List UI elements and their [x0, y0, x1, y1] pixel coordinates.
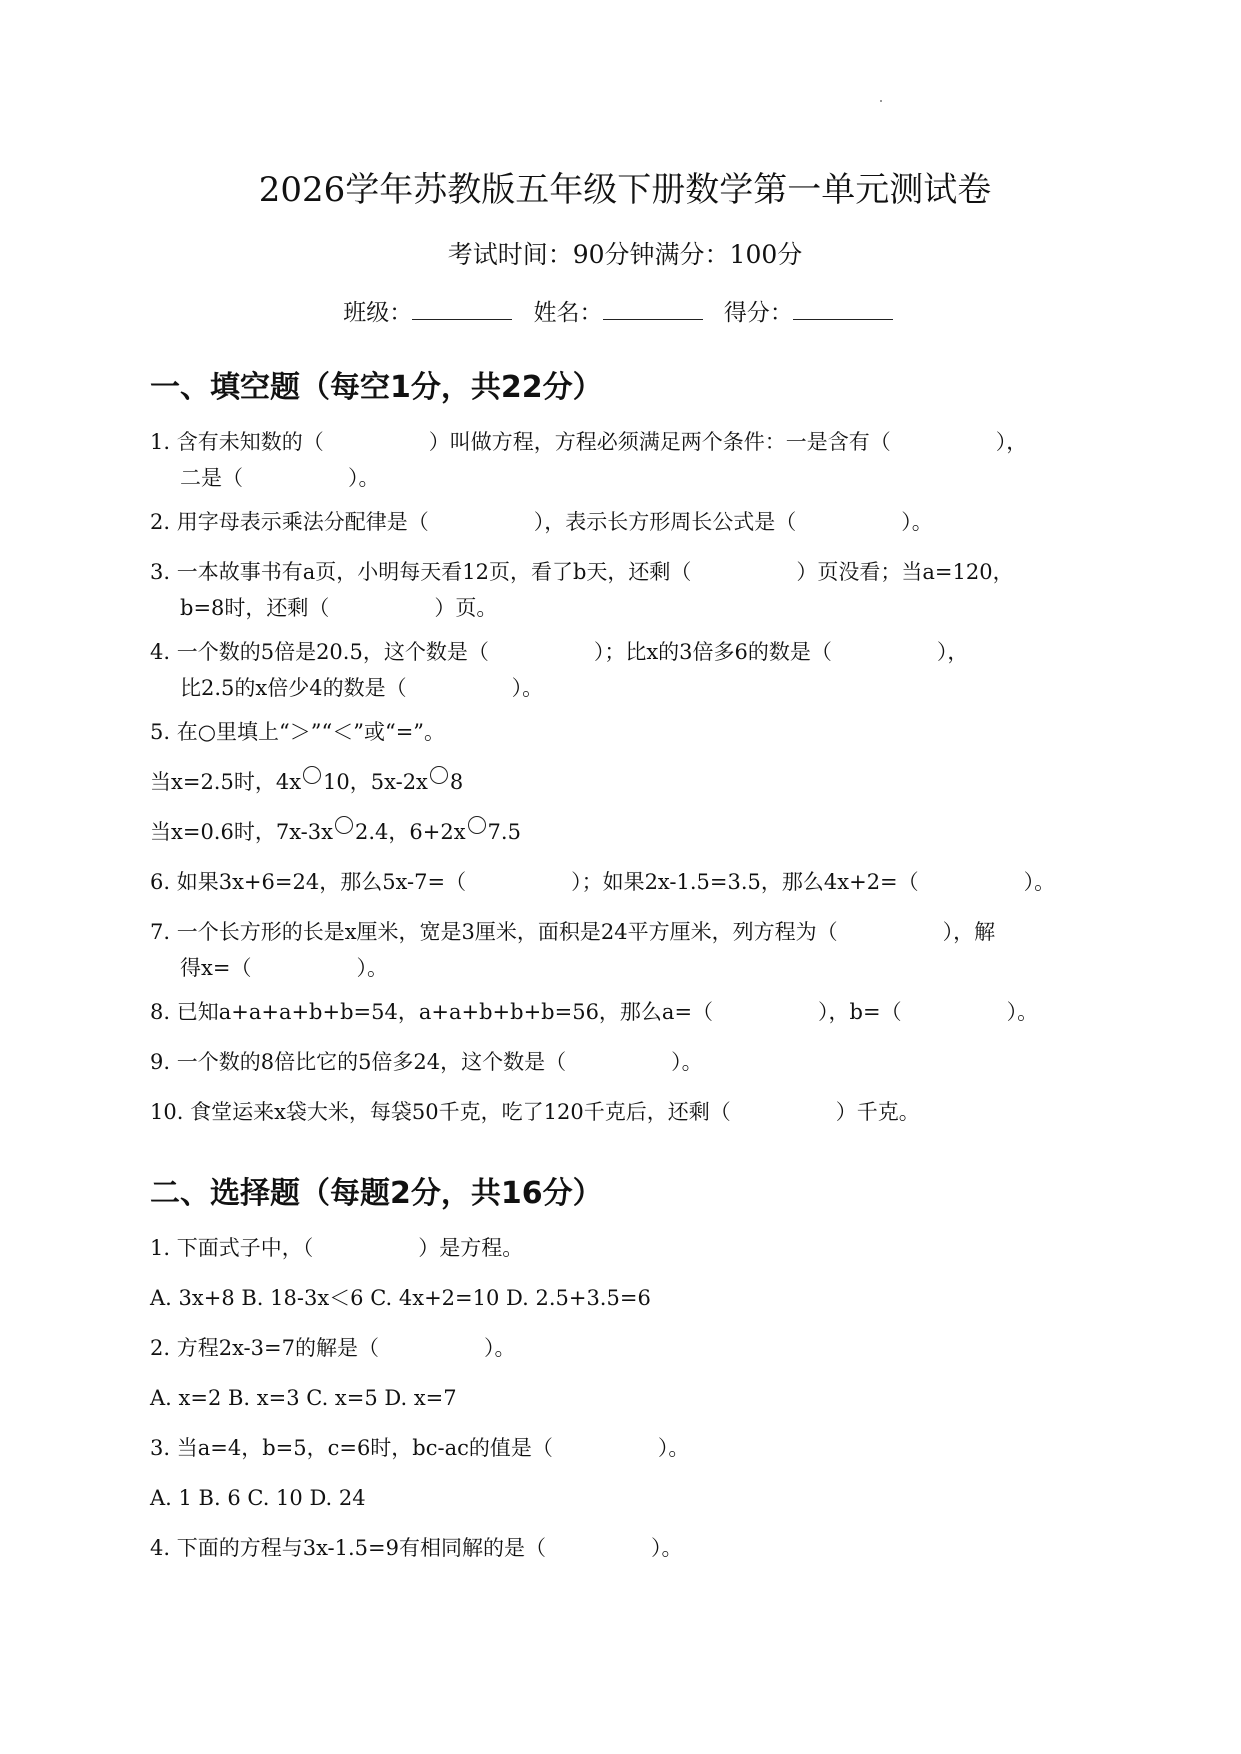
page-title: 2026学年苏教版五年级下册数学第一单元测试卷 [258, 170, 992, 210]
compare-circle-icon[interactable] [430, 766, 448, 784]
fill-question-3-line2: b=8时，还剩（ ）页。 [180, 596, 498, 620]
fill-question-5-row2 [150, 814, 1100, 850]
choice-question-3-options: A. 1 B. 6 C. 10 D. 24 [150, 1486, 366, 1510]
fill-question-3 [150, 554, 1100, 626]
compare-circle-icon[interactable] [335, 816, 353, 834]
fill-question-3-line1: 3. 一本故事书有a页，小明每天看12页，看了b天，还剩（ ）页没看；当a=120， [150, 560, 1014, 584]
exam-subtitle: 考试时间：90分钟满分：100分 [447, 240, 803, 269]
section-choice-heading: 二、选择题（每题2分，共16分） [150, 1176, 603, 1211]
fill-question-6: 6. 如果3x+6=24，那么5x-7=（ ）；如果2x-1.5=3.5，那么4x+2=（ ）。 [150, 870, 1056, 894]
choice-question-3: 3. 当a=4，b=5，c=6时，bc-ac的值是（ ）。 [150, 1436, 690, 1460]
fill-question-5-row1 [150, 764, 1100, 800]
fill-question-4-line1: 4. 一个数的5倍是20.5，这个数是（ ）；比x的3倍多6的数是（ ）， [150, 640, 969, 664]
class-blank[interactable] [412, 297, 512, 320]
fill-question-8: 8. 已知a+a+a+b+b=54，a+a+b+b+b=56，那么a=（ ），b=（ ）。 [150, 1000, 1039, 1024]
fill-question-2: 2. 用字母表示乘法分配律是（ ），表示长方形周长公式是（ ）。 [150, 510, 933, 534]
fill-question-7 [150, 914, 1100, 986]
q5-row1-part2: 10，5x-2x [323, 770, 428, 794]
fill-question-1-line2: 二是（ ）。 [180, 466, 380, 490]
score-blank[interactable] [793, 297, 893, 320]
q5-row1-part3: 8 [449, 770, 464, 794]
choice-question-1-options: A. 3x+8 B. 18-3x＜6 C. 4x+2=10 D. 2.5+3.5=6 [150, 1286, 651, 1310]
fill-question-4 [150, 634, 1100, 706]
name-blank[interactable] [603, 297, 703, 320]
name-label: 姓名： [533, 300, 603, 326]
choice-question-2-options: A. x=2 B. x=3 C. x=5 D. x=7 [150, 1386, 457, 1410]
student-info-line [150, 294, 1100, 327]
q5-row2-part1: 当x=0.6时，7x-3x [150, 820, 333, 844]
section-fill-in-heading: 一、填空题（每空1分，共22分） [150, 370, 603, 405]
choice-question-4: 4. 下面的方程与3x-1.5=9有相同解的是（ ）。 [150, 1536, 683, 1560]
q5-row2-part3: 7.5 [487, 820, 521, 844]
fill-question-10: 10. 食堂运来x袋大米，每袋50千克，吃了120千克后，还剩（ ）千克。 [150, 1100, 920, 1124]
fill-question-9: 9. 一个数的8倍比它的5倍多24，这个数是（ ）。 [150, 1050, 703, 1074]
fill-question-7-line1: 7. 一个长方形的长是x厘米，宽是3厘米，面积是24平方厘米，列方程为（ ），解 [150, 920, 996, 944]
q5-row1-part1: 当x=2.5时，4x [150, 770, 302, 794]
class-label: 班级： [343, 300, 413, 326]
fill-question-5: 5. 在○里填上“＞”“＜”或“=”。 [150, 720, 446, 744]
fill-question-1-line1: 1. 含有未知数的（ ）叫做方程，方程必须满足两个条件：一是含有（ ）， [150, 430, 1028, 454]
choice-question-1: 1. 下面式子中，（ ）是方程。 [150, 1236, 524, 1260]
fill-question-7-line2: 得x=（ ）。 [180, 956, 388, 980]
compare-circle-icon[interactable] [468, 816, 486, 834]
compare-circle-icon[interactable] [303, 766, 321, 784]
choice-question-2: 2. 方程2x-3=7的解是（ ）。 [150, 1336, 516, 1360]
q5-row2-part2: 2.4，6+2x [354, 820, 466, 844]
score-label: 得分： [723, 300, 793, 326]
scan-dot [880, 100, 882, 102]
fill-question-4-line2: 比2.5的x倍少4的数是（ ）。 [180, 676, 544, 700]
fill-question-1 [150, 424, 1100, 496]
